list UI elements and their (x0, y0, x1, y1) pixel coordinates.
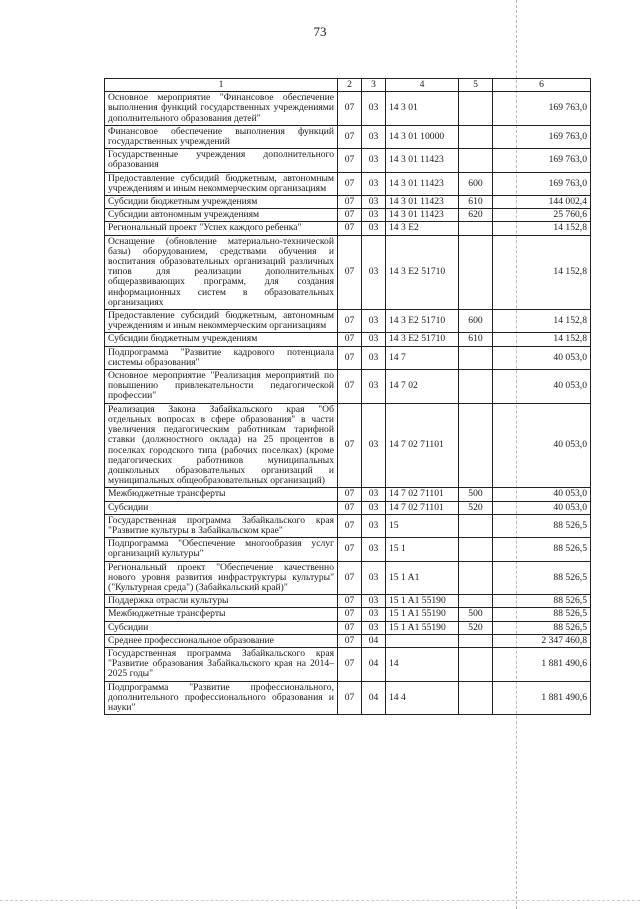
row-amount-cell: 88 526,5 (493, 561, 591, 595)
row-target-code-cell: 14 3 01 11423 (386, 209, 459, 222)
row-expense-type-cell: 600 (459, 310, 493, 333)
row-subsection-cell: 03 (362, 346, 386, 369)
table-row (105, 333, 591, 346)
row-section-cell: 07 (338, 634, 362, 647)
row-amount-cell: 88 526,5 (493, 621, 591, 634)
row-amount-cell: 14 152,8 (493, 235, 591, 309)
row-section-cell: 07 (338, 149, 362, 172)
table-row (105, 538, 591, 561)
row-target-code-cell: 14 (386, 647, 459, 681)
row-name-cell: Финансовое обеспечение выполнения функций государственных учреждений (105, 125, 338, 148)
row-name-cell: Государственная программа Забайкальского края "Развитие культуры в Забайкальском крае" (105, 514, 338, 537)
row-name-cell: Субсидии бюджетным учреждениям (105, 196, 338, 209)
row-target-code-cell: 14 3 01 11423 (386, 172, 459, 195)
row-name-cell: Основное мероприятие "Финансовое обеспечение выполнения функций государственных учреждениями дополнительного образования детей" (105, 92, 338, 126)
table-row (105, 634, 591, 647)
row-subsection-cell: 04 (362, 681, 386, 715)
row-name-cell: Подпрограмма "Развитие профессионального, дополнительного профессионального образования и науки" (105, 681, 338, 715)
row-section-cell: 07 (338, 561, 362, 595)
row-target-code-cell: 15 (386, 514, 459, 537)
row-target-code-cell: 14 7 02 71101 (386, 501, 459, 514)
table-row (105, 346, 591, 369)
row-target-code-cell: 15 1 A1 55190 (386, 595, 459, 608)
row-subsection-cell: 03 (362, 172, 386, 195)
row-section-cell: 07 (338, 172, 362, 195)
row-expense-type-cell (459, 634, 493, 647)
table-row (105, 209, 591, 222)
page-number: 73 (313, 24, 327, 39)
row-expense-type-cell (459, 681, 493, 715)
row-amount-cell: 88 526,5 (493, 595, 591, 608)
row-amount-cell: 1 881 490,6 (493, 681, 591, 715)
row-name-cell: Среднее профессиональное образование (105, 634, 338, 647)
row-amount-cell: 88 526,5 (493, 538, 591, 561)
row-expense-type-cell: 520 (459, 501, 493, 514)
row-expense-type-cell (459, 346, 493, 369)
row-expense-type-cell: 500 (459, 488, 493, 501)
row-section-cell: 07 (338, 514, 362, 537)
row-expense-type-cell (459, 595, 493, 608)
row-section-cell: 07 (338, 310, 362, 333)
row-section-cell: 07 (338, 403, 362, 488)
row-subsection-cell: 03 (362, 235, 386, 309)
row-amount-cell: 40 053,0 (493, 501, 591, 514)
row-name-cell: Основное мероприятие "Реализация мероприятий по повышению привлекательности педагогической профессии" (105, 370, 338, 404)
table-row (105, 647, 591, 681)
column-header-4: 4 (386, 79, 459, 92)
row-section-cell: 07 (338, 235, 362, 309)
row-amount-cell: 169 763,0 (493, 92, 591, 126)
row-target-code-cell: 14 7 02 71101 (386, 403, 459, 488)
row-subsection-cell: 03 (362, 595, 386, 608)
row-name-cell: Субсидии автономным учреждениям (105, 209, 338, 222)
table-row (105, 488, 591, 501)
column-header-2: 2 (338, 79, 362, 92)
row-amount-cell: 88 526,5 (493, 514, 591, 537)
row-target-code-cell: 14 7 (386, 346, 459, 369)
table-row (105, 621, 591, 634)
row-section-cell: 07 (338, 92, 362, 126)
row-name-cell: Государственные учреждения дополнительного образования (105, 149, 338, 172)
row-section-cell: 07 (338, 595, 362, 608)
row-name-cell: Оснащение (обновление материально-технической базы) оборудованием, средствами обучения и воспитания образовательных организаций различных типов для реализации дополнительных общеразвивающих программ, для создания информационных систем в образовательных организациях (105, 235, 338, 309)
row-target-code-cell: 15 1 A1 55190 (386, 608, 459, 621)
column-header-3: 3 (362, 79, 386, 92)
row-subsection-cell: 03 (362, 621, 386, 634)
row-target-code-cell: 14 7 02 (386, 370, 459, 404)
row-amount-cell: 40 053,0 (493, 370, 591, 404)
table-row (105, 196, 591, 209)
column-header-5: 5 (459, 79, 493, 92)
row-expense-type-cell: 600 (459, 172, 493, 195)
row-subsection-cell: 03 (362, 608, 386, 621)
row-name-cell: Региональный проект "Успех каждого ребенка" (105, 222, 338, 235)
row-subsection-cell: 03 (362, 403, 386, 488)
row-target-code-cell: 14 3 01 11423 (386, 149, 459, 172)
row-target-code-cell: 14 3 E2 51710 (386, 235, 459, 309)
row-expense-type-cell: 500 (459, 608, 493, 621)
row-name-cell: Субсидии (105, 621, 338, 634)
row-target-code-cell: 14 3 01 (386, 92, 459, 126)
row-name-cell: Предоставление субсидий бюджетным, автономным учреждениям и иным некоммерческим организациям (105, 172, 338, 195)
row-section-cell: 07 (338, 488, 362, 501)
row-expense-type-cell (459, 514, 493, 537)
budget-table (104, 78, 591, 715)
row-subsection-cell: 03 (362, 333, 386, 346)
row-expense-type-cell (459, 538, 493, 561)
row-name-cell: Государственная программа Забайкальского края "Развитие образования Забайкальского края на 2014–2025 годы" (105, 647, 338, 681)
row-section-cell: 07 (338, 222, 362, 235)
row-section-cell: 07 (338, 370, 362, 404)
row-amount-cell: 25 760,6 (493, 209, 591, 222)
row-subsection-cell: 03 (362, 196, 386, 209)
row-amount-cell: 88 526,5 (493, 608, 591, 621)
row-target-code-cell: 14 3 E2 51710 (386, 310, 459, 333)
row-target-code-cell: 14 3 E2 (386, 222, 459, 235)
table-row (105, 561, 591, 595)
row-name-cell: Реализация Закона Забайкальского края "Об отдельных вопросах в сфере образования" в части увеличения педагогическим работникам тарифной ставки (должностного оклада) на 25 процентов в поселках городского типа (рабочих поселках) (кроме педагогических работников муниципальных дошкольных образовательных организаций и муниципальных общеобразовательных организаций) (105, 403, 338, 488)
row-name-cell: Субсидии (105, 501, 338, 514)
row-amount-cell: 144 002,4 (493, 196, 591, 209)
row-subsection-cell: 03 (362, 538, 386, 561)
row-name-cell: Межбюджетные трансферты (105, 608, 338, 621)
row-amount-cell: 1 881 490,6 (493, 647, 591, 681)
row-target-code-cell: 15 1 (386, 538, 459, 561)
row-subsection-cell: 03 (362, 149, 386, 172)
row-subsection-cell: 03 (362, 561, 386, 595)
row-subsection-cell: 03 (362, 488, 386, 501)
row-expense-type-cell (459, 149, 493, 172)
row-amount-cell: 169 763,0 (493, 172, 591, 195)
row-amount-cell: 2 347 460,8 (493, 634, 591, 647)
row-section-cell: 07 (338, 681, 362, 715)
row-target-code-cell: 15 1 A1 (386, 561, 459, 595)
row-amount-cell: 14 152,8 (493, 310, 591, 333)
row-amount-cell: 169 763,0 (493, 125, 591, 148)
row-amount-cell: 40 053,0 (493, 346, 591, 369)
table-row (105, 514, 591, 537)
column-header-1: 1 (105, 79, 338, 92)
row-expense-type-cell: 610 (459, 333, 493, 346)
table-row (105, 149, 591, 172)
row-expense-type-cell (459, 235, 493, 309)
row-expense-type-cell: 620 (459, 209, 493, 222)
column-header-6: 6 (493, 79, 591, 92)
row-subsection-cell: 03 (362, 310, 386, 333)
row-expense-type-cell (459, 92, 493, 126)
row-subsection-cell: 03 (362, 125, 386, 148)
row-section-cell: 07 (338, 501, 362, 514)
row-subsection-cell: 04 (362, 634, 386, 647)
row-section-cell: 07 (338, 196, 362, 209)
row-subsection-cell: 03 (362, 514, 386, 537)
row-expense-type-cell (459, 647, 493, 681)
row-name-cell: Подпрограмма "Обеспечение многообразия услуг организаций культуры" (105, 538, 338, 561)
row-subsection-cell: 03 (362, 222, 386, 235)
row-expense-type-cell (459, 125, 493, 148)
row-subsection-cell: 03 (362, 92, 386, 126)
row-expense-type-cell (459, 370, 493, 404)
row-section-cell: 07 (338, 538, 362, 561)
row-section-cell: 07 (338, 608, 362, 621)
table-row (105, 403, 591, 488)
table-row (105, 125, 591, 148)
table-row (105, 310, 591, 333)
row-expense-type-cell (459, 222, 493, 235)
row-target-code-cell: 15 1 A1 55190 (386, 621, 459, 634)
table-row (105, 92, 591, 126)
row-name-cell: Региональный проект "Обеспечение качественно нового уровня развития инфраструктуры культуры" ("Культурная среда") (Забайкальский край)" (105, 561, 338, 595)
row-section-cell: 07 (338, 647, 362, 681)
table-row (105, 595, 591, 608)
header-row (105, 79, 591, 92)
table-row (105, 235, 591, 309)
row-expense-type-cell: 520 (459, 621, 493, 634)
row-amount-cell: 14 152,8 (493, 222, 591, 235)
row-name-cell: Предоставление субсидий бюджетным, автономным учреждениям и иным некоммерческим организациям (105, 310, 338, 333)
table-row (105, 370, 591, 404)
row-section-cell: 07 (338, 346, 362, 369)
table-row (105, 172, 591, 195)
table-body (105, 92, 591, 715)
row-expense-type-cell (459, 561, 493, 595)
row-section-cell: 07 (338, 621, 362, 634)
row-section-cell: 07 (338, 333, 362, 346)
row-amount-cell: 169 763,0 (493, 149, 591, 172)
row-name-cell: Поддержка отрасли культуры (105, 595, 338, 608)
table-row (105, 501, 591, 514)
row-target-code-cell: 14 4 (386, 681, 459, 715)
table-row (105, 681, 591, 715)
row-target-code-cell: 14 3 01 10000 (386, 125, 459, 148)
row-subsection-cell: 03 (362, 501, 386, 514)
row-section-cell: 07 (338, 125, 362, 148)
row-name-cell: Субсидии бюджетным учреждениям (105, 333, 338, 346)
scan-artifact-bottom-line (0, 900, 640, 901)
row-amount-cell: 40 053,0 (493, 403, 591, 488)
row-name-cell: Подпрограмма "Развитие кадрового потенциала системы образования" (105, 346, 338, 369)
table-header (105, 79, 591, 92)
row-expense-type-cell: 610 (459, 196, 493, 209)
row-target-code-cell: 14 7 02 71101 (386, 488, 459, 501)
row-subsection-cell: 04 (362, 647, 386, 681)
table-row (105, 222, 591, 235)
row-subsection-cell: 03 (362, 370, 386, 404)
row-target-code-cell (386, 634, 459, 647)
row-section-cell: 07 (338, 209, 362, 222)
row-subsection-cell: 03 (362, 209, 386, 222)
row-amount-cell: 40 053,0 (493, 488, 591, 501)
row-target-code-cell: 14 3 E2 51710 (386, 333, 459, 346)
table-row (105, 608, 591, 621)
row-name-cell: Межбюджетные трансферты (105, 488, 338, 501)
row-expense-type-cell (459, 403, 493, 488)
row-amount-cell: 14 152,8 (493, 333, 591, 346)
row-target-code-cell: 14 3 01 11423 (386, 196, 459, 209)
